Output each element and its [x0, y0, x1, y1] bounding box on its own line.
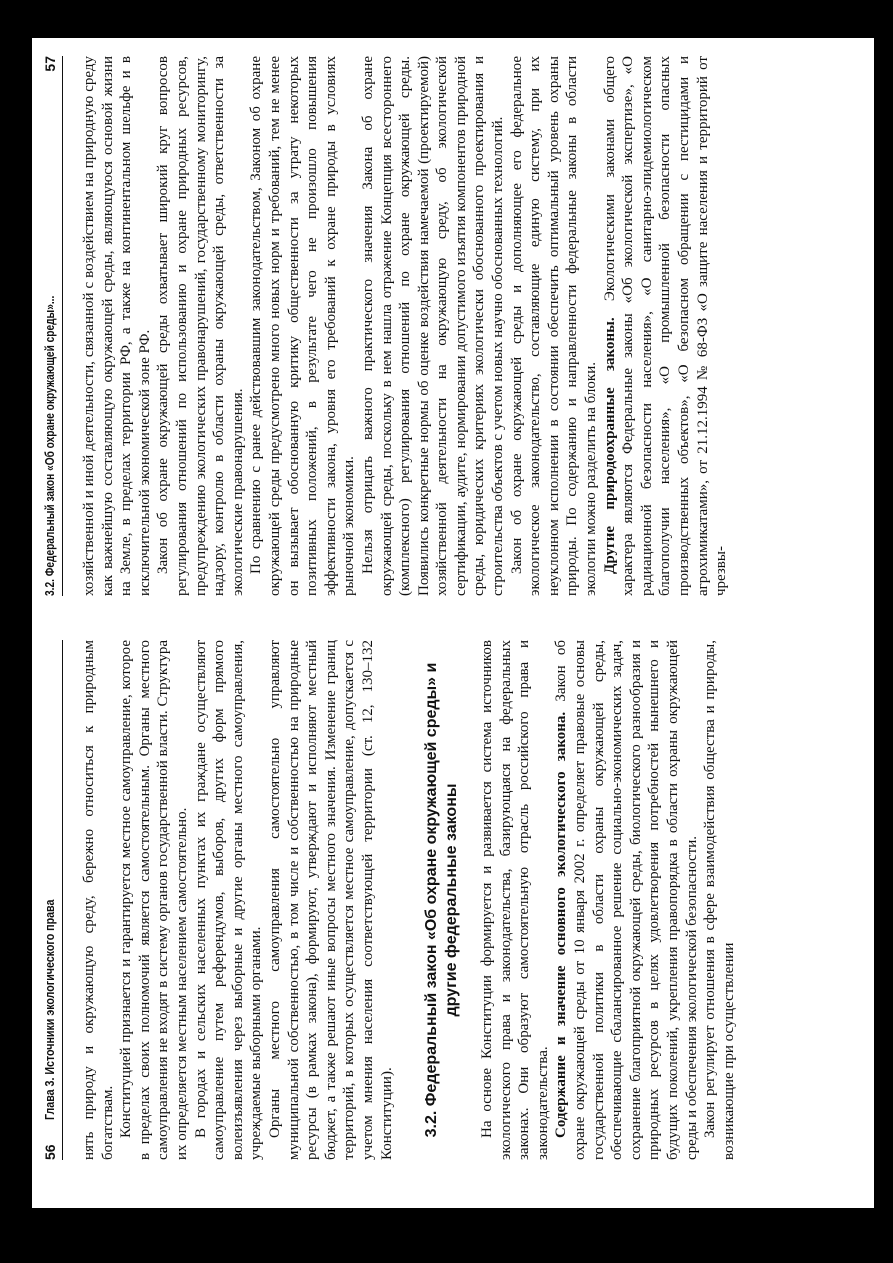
paragraph: хозяйственной и иной деятельности, связанной с воздействием на природную среду как важнейшую составляющую окружающей среды, являющуюся основой жизни на Земле, в пределах территории РФ, а также на континентальном шельфе и в исключительной экономической зоне РФ.	[81, 56, 153, 596]
paragraph: Закон об охране окружающей среды и дополняющее его федеральное экологическое законодательство, составляющие единую систему, при их неуклонном исполнении в состоянии обеспечить оптимальный уровень охраны природы. По содержанию и направленности федеральные законы в области экологии можно разделить на блоки.	[508, 56, 600, 596]
left-page	[32, 640, 874, 1160]
paragraph	[552, 640, 701, 1160]
right-page-number: 57	[42, 56, 58, 72]
right-running-head: 3.2. Федеральный закон «Об охране окружающей среды»...	[42, 295, 57, 596]
book-spread	[32, 38, 874, 1208]
paragraph-lead: Другие природоохранные законы.	[601, 317, 618, 574]
paragraph: Закон об охране окружающей среды охватывает широкий круг вопросов регулирования отношений по использованию и охране природных ресурсов, предупреждению экологических правонарушений, государственному мониторингу, надзору, контролю в области охраны окружающей среды, ответственности за экологические правонарушения.	[155, 56, 246, 596]
paragraph: Конституцией признается и гарантируется местное самоуправление, которое в пределах своих полномочий является самостоятельным. Органы местного самоуправления не входят в систему органов государственной власти. Структура их определяется местным населением самостоятельно.	[118, 640, 190, 1160]
paragraph: нять природу и окружающую среду, бережно относиться к природным богатствам.	[81, 640, 116, 1160]
section-heading: 3.2. Федеральный закон «Об охране окружающей среды» и другие федеральные законы	[423, 662, 461, 1138]
paragraph	[601, 56, 731, 596]
paragraph-lead: Содержание и значение основного экологического закона.	[553, 711, 570, 1138]
paragraph: По сравнению с ранее действовавшим законодательством, Законом об охране окружающей среды предусмотрено много новых норм и требований, тем не менее он вызывает обоснованную критику общественности за утрату некоторых позитивных положений, в результате чего не произошло повышения эффективности закона, уровня его требований к охране природы в условиях рыночной экономики.	[248, 56, 358, 596]
paragraph: Органы местного самоуправления самостоятельно управляют муниципальной собственностью, в том числе и собственностью на природные ресурсы (в рамках закона), формируют, утверждают и исполняют местный бюджет, а также решают иные вопросы местного значения. Изменение границ территорий, в которых осуществляется местное самоуправление, допускается с учетом мнения населения соответствующей территории (ст. 12, 130–132 Конституции).	[266, 640, 395, 1160]
right-page-body	[80, 56, 874, 596]
paragraph: На основе Конституции формируется и развивается система источников экологического права и законодательства, базирующаяся на федеральных законах. Они образуют самостоятельную отрасль российского права и законодательства.	[479, 640, 551, 1160]
paragraph: В городах и сельских населенных пунктах их граждане осуществляют самоуправление путем референдумов, выборов, других форм прямого волеизъявления через выборные и другие органы местного самоуправления, учреждаемые выборными органами.	[192, 640, 265, 1160]
left-running-head: Глава 3. Источники экологического права	[42, 899, 57, 1120]
left-page-header	[38, 640, 63, 1160]
paragraph: Закон регулирует отношения в сфере взаимодействия общества и природы, возникающие при осуществлении	[702, 640, 737, 1160]
right-page	[32, 56, 874, 596]
paragraph: Нельзя отрицать важного практического значения Закона об охране окружающей среды, поскольку в нем нашла отражение Концепция всестороннего (комплексного) регулирования отношений по охране окружающей среды. Появились конкретные нормы об оценке воздействия намечаемой (проектируемой) хозяйственной деятельности на окружающую среду, об экологической сертификации, аудите, нормировании допустимого изъятия компонентов природной среды, юридических критериях экологически обоснованного проектирования и строительства объектов с учетом новых научно обоснованных технологий.	[359, 56, 507, 596]
left-page-body	[80, 640, 874, 1160]
left-page-number: 56	[42, 1144, 58, 1160]
right-page-header	[38, 56, 63, 596]
paragraph-text: Экологическими законами общего характера являются Федеральные законы «Об экологической экспертизе», «О радиационной безопасности населения», «О санитарно-эпидемиологическом благополучии населения», «О промышленной безопасности опасных производственных объектов», «О безопасном обращении с пестицидами и агрохимикатами», от 21.12.1994 № 68-ФЗ «О защите населения и территорий от чрезвы-	[601, 56, 730, 596]
paragraph-text: Закон об охране окружающей среды от 10 января 2002 г. определяет правовые основы государственной политики в области охраны окружающей среды, обеспечивающие сбалансированное решение социально-экономических задач, сохранение благоприятной окружающей среды, биологического разнообразия и природных ресурсов в целях удовлетворения потребностей нынешнего и будущих поколений, укрепления правопорядка в области охраны окружающей среды и обеспечения экологической безопасности.	[553, 640, 700, 1160]
